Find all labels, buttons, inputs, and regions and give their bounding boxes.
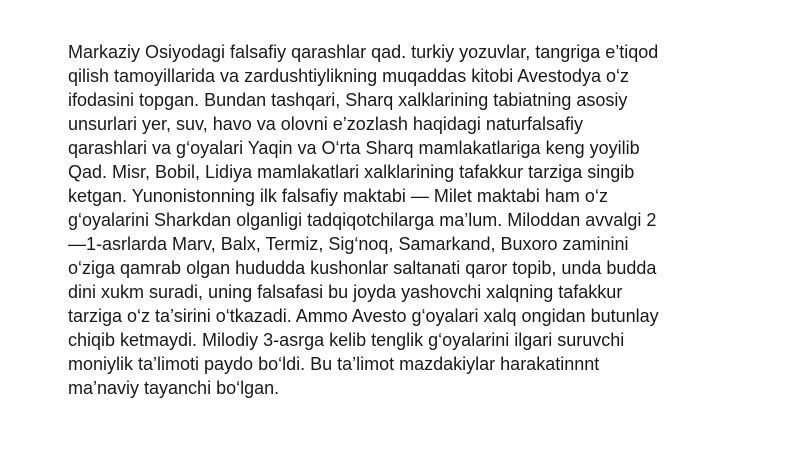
paragraph-line: g‘oyalarini Sharkdan olganligi tadqiqotchilarga ma’lum. Miloddan avvalgi 2 bbox=[68, 210, 657, 230]
paragraph-line: moniylik ta’limoti paydo bo‘ldi. Bu ta’limot mazdakiylar harakatinnnt bbox=[68, 354, 600, 374]
paragraph-line: ifodasini topgan. Bundan tashqari, Sharq xalklarining tabiatning asosiy bbox=[68, 90, 628, 110]
paragraph-line: tarziga o‘z ta’sirini o‘tkazadi. Ammo Avesto g‘oyalari xalq ongidan butunlay bbox=[68, 306, 659, 326]
paragraph-line: unsurlari yer, suv, havo va olovni e’zozlash haqidagi naturfalsafiy bbox=[68, 114, 583, 134]
paragraph-line: ketgan. Yunonistonning ilk falsafiy maktabi — Milet maktabi ham o‘z bbox=[68, 186, 608, 206]
paragraph-line: —1-asrlarda Marv, Balx, Termiz, Sig‘noq, Samarkand, Buxoro zaminini bbox=[68, 234, 629, 254]
paragraph-line: Markaziy Osiyodagi falsafiy qarashlar qad. turkiy yozuvlar, tangriga e’tiqod bbox=[68, 42, 659, 62]
paragraph-line: qilish tamoyillarida va zardushtiylikning muqaddas kitobi Avestodya o‘z bbox=[68, 66, 629, 86]
paragraph-line: qarashlari va g‘oyalari Yaqin va O‘rta Sharq mamlakatlariga keng yoyilib bbox=[68, 138, 640, 158]
paragraph-line: o‘ziga qamrab olgan hududda kushonlar saltanati qaror topib, unda budda bbox=[68, 258, 657, 278]
paragraph-line: chiqib ketmaydi. Milodiy 3-asrga kelib tenglik g‘oyalarini ilgari suruvchi bbox=[68, 330, 625, 350]
body-paragraph bbox=[68, 40, 768, 400]
paragraph-line: dini xukm suradi, uning falsafasi bu joyda yashovchi xalqning tafakkur bbox=[68, 282, 623, 302]
paragraph-line: ma’naviy tayanchi bo‘lgan. bbox=[68, 378, 280, 398]
paragraph-line: Qad. Misr, Bobil, Lidiya mamlakatlari xalklarining tafakkur tarziga singib bbox=[68, 162, 635, 182]
